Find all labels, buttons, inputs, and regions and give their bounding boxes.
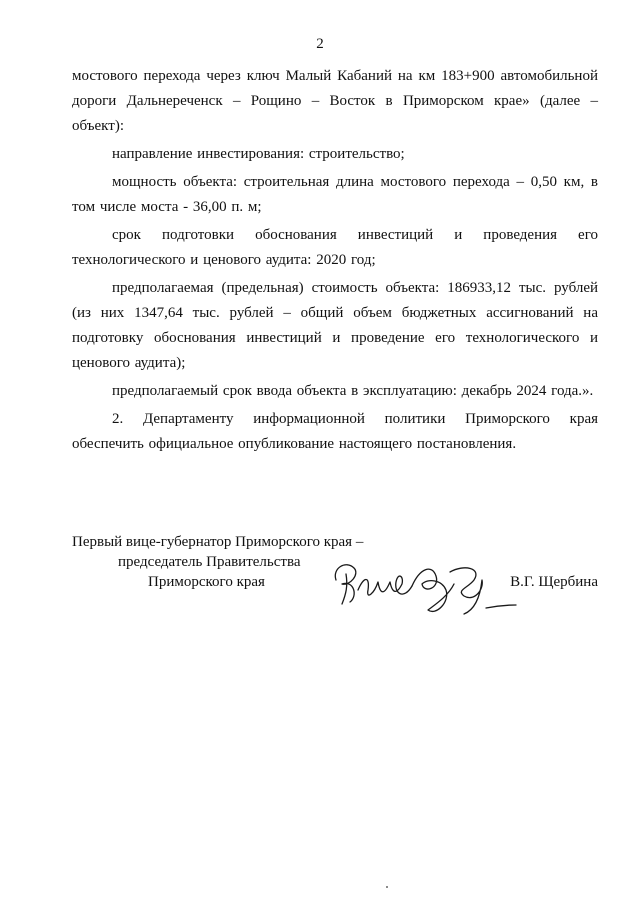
paragraph-investment-direction: направление инвестирования: строительство; xyxy=(112,146,405,162)
signatory-title-line: Первый вице-губернатор Приморского края – xyxy=(72,534,364,550)
signature-stroke xyxy=(358,576,412,595)
paragraph-capacity: мощность объекта: строительная длина мостового перехода – 0,50 км, в том числе моста - 36,00 п. м; xyxy=(72,174,598,215)
signatory-title-line: Приморского края xyxy=(148,574,265,590)
paragraph-estimated-cost: предполагаемая (предельная) стоимость объекта: 186933,12 тыс. рублей (из них 1347,64 тыс. рублей – общий объем бюджетных ассигнований на подготовку обоснования инвестиций и проведение его технологического и ценового аудита); xyxy=(72,280,598,371)
signature-underline xyxy=(486,605,516,608)
scan-speck xyxy=(386,886,388,888)
paragraph-object-name: мостового перехода через ключ Малый Кабаний на км 183+900 автомобильной дороги Дальнереченск – Рощино – Восток в Приморском крае» (далее – объект): xyxy=(72,68,598,134)
signature-stroke xyxy=(412,569,454,611)
paragraph-preparation-deadline: срок подготовки обоснования инвестиций и проведения его технологического и ценового аудита: 2020 год; xyxy=(72,227,598,268)
signature-block xyxy=(72,532,598,612)
document-body xyxy=(72,64,598,460)
handwritten-signature xyxy=(324,550,524,620)
paragraph-commissioning-date: предполагаемый срок ввода объекта в эксплуатацию: декабрь 2024 года.». xyxy=(112,383,594,399)
page-number: 2 xyxy=(316,36,324,52)
signatory-name: В.Г. Щербина xyxy=(510,574,598,590)
paragraph-publication-order: 2. Департаменту информационной политики Приморского края обеспечить официальное опубликование настоящего постановления. xyxy=(72,411,598,452)
signatory-title-line: председатель Правительства xyxy=(118,554,301,570)
signature-stroke xyxy=(450,568,482,614)
signature-stroke xyxy=(335,565,356,604)
